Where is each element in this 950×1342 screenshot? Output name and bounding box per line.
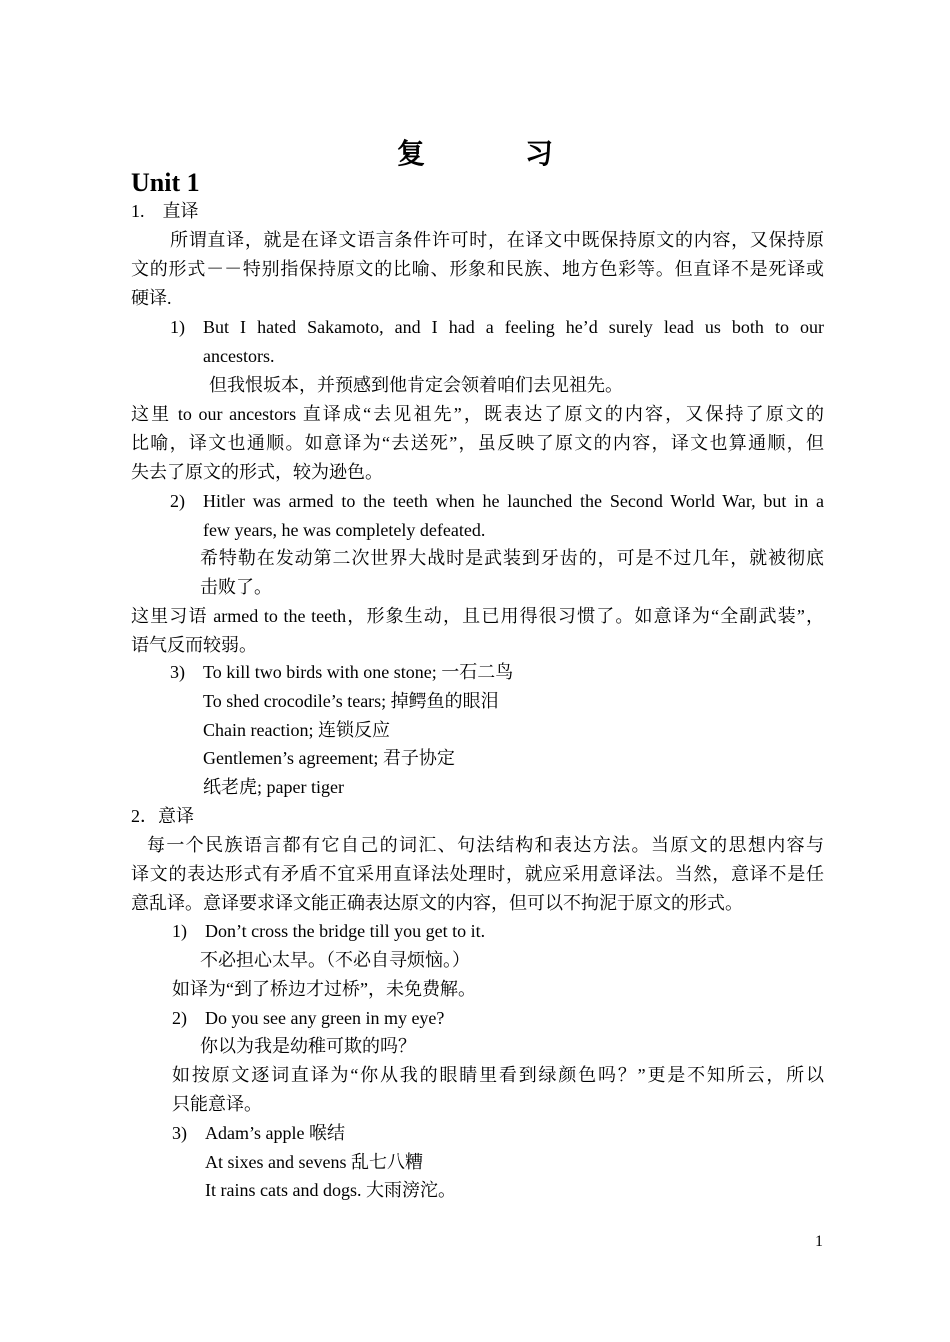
comment-line: 比喻，译文也通顺。如意译为“去送死”，虽反映了原文的内容，译文也算通顺，但 [131,433,824,453]
example-english: few years, he was completely defeated. [203,520,486,540]
example-english: But I hated Sakamoto, and I had a feeling he’d surely lead us both to our [203,317,824,337]
example-number: 1) [172,921,187,941]
section-heading: 1. 直译 [131,201,199,221]
example-number: 3) [172,1123,187,1143]
page-number: 1 [815,1233,823,1250]
idiom-item: At sixes and sevens 乱七八糟 [205,1152,423,1172]
example-chinese: 希特勒在发动第二次世界大战时是武装到牙齿的，可是不过几年，就被彻底 [200,548,824,568]
example-number: 3) [170,662,185,682]
example-number: 2) [170,491,185,511]
comment-line: 只能意译。 [172,1094,262,1114]
example-chinese: 但我恨坂本，并预感到他肯定会领着咱们去见祖先。 [209,375,623,395]
comment-line: 如按原文逐词直译为“你从我的眼睛里看到绿颜色吗？”更是不知所云，所以 [172,1065,824,1085]
unit-heading: Unit 1 [131,168,200,197]
example-number: 1) [170,317,185,337]
example-english: ancestors. [203,346,275,366]
idiom-item: Gentlemen’s agreement; 君子协定 [203,748,455,768]
example-chinese: 不必担心太早。（不必自寻烦恼。） [200,950,470,970]
comment-line: 语气反而较弱。 [131,635,257,655]
idiom-item: 纸老虎; paper tiger [203,777,344,797]
page-title: 复 习 [396,139,589,170]
idiom-item: To shed crocodile’s tears; 掉鳄鱼的眼泪 [203,691,499,711]
paragraph-line: 硬译. [131,288,172,308]
comment-line: 这里 to our ancestors 直译成“去见祖先”，既表达了原文的内容，又保持了原文的 [131,404,824,424]
paragraph-line: 意乱译。意译要求译文能正确表达原文的内容，但可以不拘泥于原文的形式。 [131,893,743,913]
idiom-item: Chain reaction; 连锁反应 [203,720,390,740]
paragraph-line: 每一个民族语言都有它自己的词汇、句法结构和表达方法。当原文的思想内容与 [147,835,824,855]
example-chinese: 击败了。 [200,577,272,597]
example-number: 2) [172,1008,187,1028]
example-chinese: 你以为我是幼稚可欺的吗？ [200,1036,416,1056]
idiom-item: It rains cats and dogs. 大雨滂沱。 [205,1180,456,1200]
example-english: Don’t cross the bridge till you get to it. [205,921,486,941]
example-english: Do you see any green in my eye? [205,1008,445,1028]
example-english: Hitler was armed to the teeth when he launched the Second World War, but in a [203,491,824,511]
idiom-item: Adam’s apple 喉结 [205,1123,345,1143]
comment-line: 这里习语 armed to the teeth，形象生动，且已用得很习惯了。如意译为“全副武装”， [131,606,824,626]
comment-line: 失去了原文的形式，较为逊色。 [131,462,383,482]
paragraph-line: 译文的表达形式有矛盾不宜采用直译法处理时，就应采用意译法。当然，意译不是任 [131,864,824,884]
paragraph-line: 所谓直译，就是在译文语言条件许可时，在译文中既保持原文的内容，又保持原 [170,230,824,250]
idiom-item: To kill two birds with one stone; 一石二鸟 [203,662,514,682]
comment-line: 如译为“到了桥边才过桥”，未免费解。 [172,979,476,999]
paragraph-line: 文的形式－－特别指保持原文的比喻、形象和民族、地方色彩等。但直译不是死译或 [131,259,824,279]
section-heading: 2．意译 [131,806,194,826]
